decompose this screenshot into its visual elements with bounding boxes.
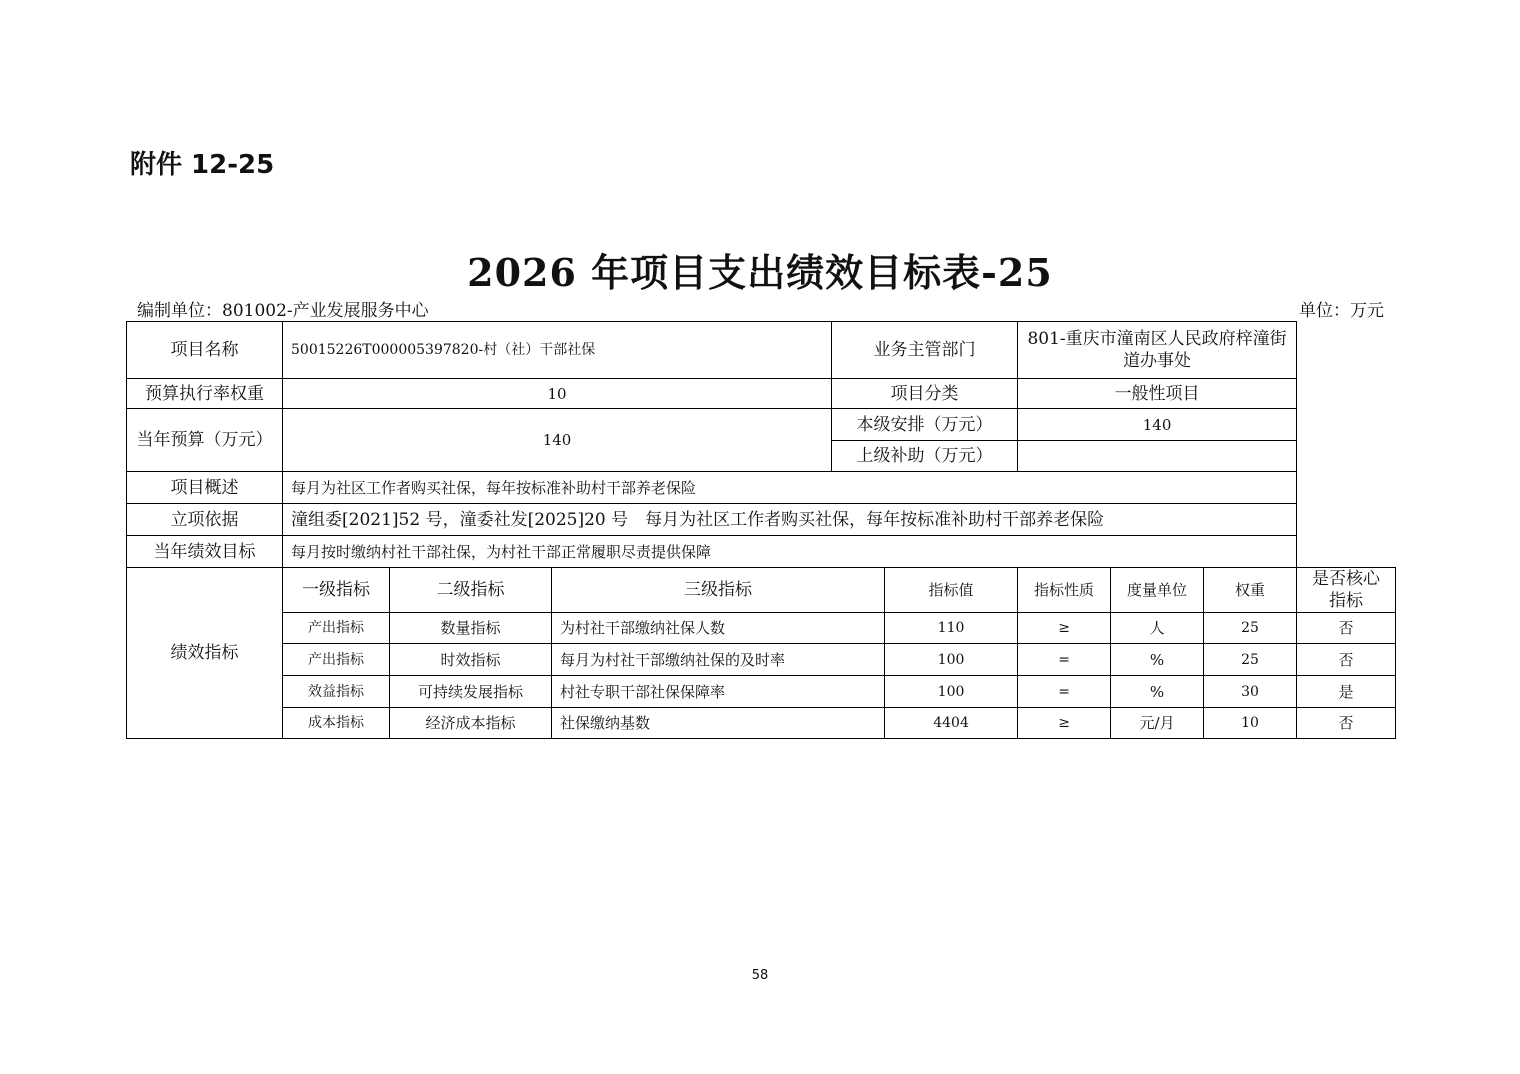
basis-value: 潼组委[2021]52 号，潼委社发[2025]20 号 每月为社区工作者购买社保，每年按标准补助村干部养老保险	[283, 504, 1297, 536]
indicator-level3: 村社专职干部社保保障率	[552, 676, 885, 708]
indicator-nature: =	[1018, 644, 1111, 676]
indicator-level1: 效益指标	[283, 676, 390, 708]
annual-budget-value: 140	[283, 409, 832, 472]
indicator-weight: 25	[1204, 613, 1297, 644]
header-unit: 度量单位	[1111, 568, 1204, 613]
indicator-row	[127, 676, 1396, 708]
indicator-level3: 为村社干部缴纳社保人数	[552, 613, 885, 644]
budget-weight-label: 预算执行率权重	[127, 379, 283, 409]
indicator-nature: =	[1018, 676, 1111, 708]
indicator-level2: 时效指标	[390, 644, 552, 676]
local-arrangement-label: 本级安排（万元）	[832, 409, 1018, 441]
indicator-level3: 每月为村社干部缴纳社保的及时率	[552, 644, 885, 676]
annual-budget-label: 当年预算（万元）	[127, 409, 283, 472]
table-row	[127, 536, 1396, 568]
performance-target-table	[126, 321, 1396, 739]
indicator-nature: ≥	[1018, 613, 1111, 644]
local-arrangement-value: 140	[1018, 409, 1297, 441]
indicator-unit: %	[1111, 644, 1204, 676]
indicator-level2: 经济成本指标	[390, 708, 552, 739]
indicator-value: 100	[885, 644, 1018, 676]
page-number: 58	[751, 968, 769, 983]
header-level2: 二级指标	[390, 568, 552, 613]
indicator-header-row	[127, 568, 1396, 613]
indicator-unit: 人	[1111, 613, 1204, 644]
indicator-level1: 产出指标	[283, 644, 390, 676]
upper-subsidy-value	[1018, 441, 1297, 472]
header-weight: 权重	[1204, 568, 1297, 613]
table-row	[127, 322, 1396, 379]
indicator-level2: 可持续发展指标	[390, 676, 552, 708]
header-value: 指标值	[885, 568, 1018, 613]
attachment-label: 附件 12-25	[130, 150, 275, 180]
indicator-row	[127, 708, 1396, 739]
indicator-unit: 元/月	[1111, 708, 1204, 739]
header-level1: 一级指标	[283, 568, 390, 613]
document-title: 2026 年项目支出绩效目标表-25	[467, 250, 1053, 295]
currency-unit: 单位：万元	[1299, 301, 1384, 321]
goal-value: 每月按时缴纳村社干部社保，为村社干部正常履职尽责提供保障	[283, 536, 1297, 568]
compile-unit: 编制单位：801002-产业发展服务中心	[137, 301, 429, 321]
indicator-core: 否	[1297, 644, 1396, 676]
budget-weight-value: 10	[283, 379, 832, 409]
basis-label: 立项依据	[127, 504, 283, 536]
project-name-label: 项目名称	[127, 322, 283, 379]
indicator-value: 4404	[885, 708, 1018, 739]
indicator-unit: %	[1111, 676, 1204, 708]
indicator-level3: 社保缴纳基数	[552, 708, 885, 739]
table-row	[127, 379, 1396, 409]
goal-label: 当年绩效目标	[127, 536, 283, 568]
indicators-label: 绩效指标	[127, 568, 283, 739]
indicator-core: 否	[1297, 708, 1396, 739]
indicator-nature: ≥	[1018, 708, 1111, 739]
indicator-value: 100	[885, 676, 1018, 708]
indicator-level2: 数量指标	[390, 613, 552, 644]
header-core: 是否核心指标	[1297, 568, 1396, 613]
category-value: 一般性项目	[1018, 379, 1297, 409]
overview-value: 每月为社区工作者购买社保，每年按标准补助村干部养老保险	[283, 472, 1297, 504]
indicator-row	[127, 613, 1396, 644]
indicator-weight: 30	[1204, 676, 1297, 708]
table-row	[127, 472, 1396, 504]
category-label: 项目分类	[832, 379, 1018, 409]
dept-value: 801-重庆市潼南区人民政府梓潼街道办事处	[1018, 322, 1297, 379]
indicator-weight: 10	[1204, 708, 1297, 739]
indicator-row	[127, 644, 1396, 676]
header-nature: 指标性质	[1018, 568, 1111, 613]
indicator-level1: 成本指标	[283, 708, 390, 739]
indicator-level1: 产出指标	[283, 613, 390, 644]
indicator-core: 是	[1297, 676, 1396, 708]
dept-label: 业务主管部门	[832, 322, 1018, 379]
indicator-value: 110	[885, 613, 1018, 644]
overview-label: 项目概述	[127, 472, 283, 504]
table-row	[127, 409, 1396, 441]
indicator-weight: 25	[1204, 644, 1297, 676]
indicator-core: 否	[1297, 613, 1396, 644]
project-name-value: 50015226T000005397820-村（社）干部社保	[283, 322, 832, 379]
header-level3: 三级指标	[552, 568, 885, 613]
upper-subsidy-label: 上级补助（万元）	[832, 441, 1018, 472]
table-row	[127, 504, 1396, 536]
